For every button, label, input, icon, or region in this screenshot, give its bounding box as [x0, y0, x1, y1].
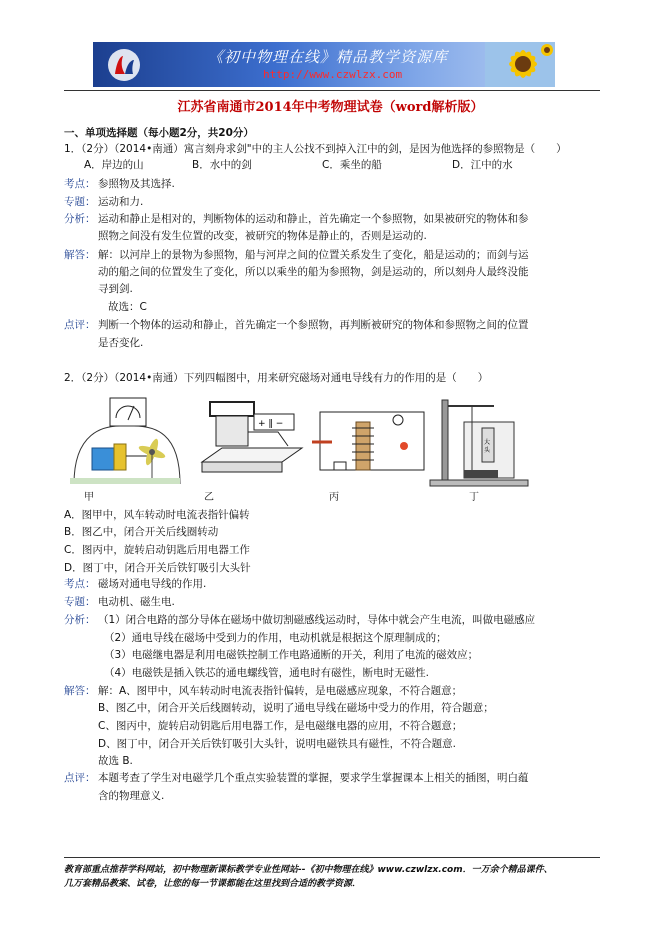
q2-fenxi-line: （1）闭合电路的部分导体在磁场中做切割磁感线运动时，导体中就会产生电流，叫做电磁感应	[98, 614, 536, 626]
q2-option-c: C．图丙中，旋转启动钥匙后用电器工作	[64, 544, 250, 556]
q2-option-d: D．图丁中，闭合开关后铁钉吸引大头针	[64, 562, 251, 574]
q2-kaodian-label: 考点：	[64, 578, 96, 590]
q1-kaodian: 参照物及其选择.	[98, 178, 175, 190]
q2-jieda-line: B、图乙中，闭合开关后线圈转动，说明了通电导线在磁场中受力的作用，符合题意；	[98, 702, 494, 714]
q1-jieda-line: 动的船之间的位置发生了变化，所以以乘坐的船为参照物，剑是运动的，所以刻舟人最终没能	[98, 266, 529, 278]
q1-fenxi-label: 分析：	[64, 213, 96, 225]
fig-jia-galvanometer-icon	[64, 392, 184, 488]
q2-jieda-line: 解：A、图甲中，风车转动时电流表指针偏转，是电磁感应现象，不符合题意；	[98, 685, 463, 697]
q2-zhuanti-label: 专题：	[64, 596, 96, 608]
q1-option-b: B．水中的剑	[192, 159, 252, 171]
q1-fenxi-line: 照物之间没有发生位置的改变，被研究的物体是静止的，否则是运动的.	[98, 230, 427, 242]
q1-dianping-line: 是否变化.	[98, 337, 144, 349]
q2-jieda-line: C、图丙中，旋转启动钥匙后用电器工作，是电磁继电器的应用，不符合题意；	[98, 720, 463, 732]
q1-option-c: C．乘坐的船	[322, 159, 382, 171]
fig-bing-relay-icon	[312, 402, 432, 488]
q2-option-a: A．图甲中，风车转动时电流表指针偏转	[64, 509, 250, 521]
header-divider	[64, 90, 600, 91]
section-heading: 一、单项选择题（每小题2分，共20分）	[64, 127, 254, 139]
q1-option-a: A．岸边的山	[84, 159, 144, 171]
document-title: 江苏省南通市2014年中考物理试卷（word解析版）	[177, 100, 484, 115]
q1-jieda-label: 解答：	[64, 249, 96, 261]
q1-stem: 1．（2分）（2014•南通）寓言刻舟求剑"中的主人公找不到掉入江中的剑，是因为他选择的参照物是（ ）	[64, 143, 567, 155]
footer-line: 几万套精品教案、试卷，让您的每一节课都能在这里找到合适的教学资源．	[64, 879, 362, 889]
q1-kaodian-label: 考点：	[64, 178, 96, 190]
q2-fenxi-label: 分析：	[64, 614, 96, 626]
q1-dianping-line: 判断一个物体的运动和静止，首先确定一个参照物，再判断被研究的物体和参照物之间的位置	[98, 319, 529, 331]
fig-yi-motor-icon	[192, 392, 312, 488]
q2-option-b: B．图乙中，闭合开关后线圈转动	[64, 526, 219, 538]
footer-divider	[64, 857, 600, 858]
q1-jieda-line: 解：以河岸上的景物为参照物，船与河岸之间的位置关系发生了变化，船是运动的；而剑与运	[98, 249, 529, 261]
q2-stem: 2．（2分）（2014•南通）下列四幅图中，用来研究磁场对通电导线有力的作用的是（ ）	[64, 372, 489, 384]
q1-fenxi-line: 运动和静止是相对的，判断物体的运动和静止，首先确定一个参照物，如果被研究的物体和参	[98, 213, 529, 225]
q1-zhuanti: 运动和力.	[98, 196, 144, 208]
banner-url[interactable]: http://www.czwlzx.com	[263, 68, 403, 81]
q2-dianping-line: 含的物理意义.	[98, 790, 165, 802]
sunflower-icon	[485, 42, 555, 87]
fig-label-ding: 丁	[469, 492, 479, 503]
banner-title: 《初中物理在线》精品教学资源库	[208, 48, 449, 66]
q2-fenxi-line: （2）通电导线在磁场中受到力的作用，电动机就是根据这个原理制成的；	[104, 632, 447, 644]
svg-text:大: 大	[484, 439, 491, 446]
svg-text:头: 头	[484, 447, 491, 454]
fig-label-yi: 乙	[204, 492, 214, 503]
fig-ding-electromagnet-icon	[424, 392, 534, 488]
footer-line: 教育部重点推荐学科网站，初中物理新课标教学专业性网站--《初中物理在线》www.czwlzx.com．一万余个精品课件、	[64, 865, 553, 875]
q2-dianping-line: 本题考查了学生对电磁学几个重点实验装置的掌握，要求学生掌握课本上相关的插图，明白蕴	[98, 772, 529, 784]
q2-zhuanti: 电动机、磁生电.	[98, 596, 175, 608]
fig-label-jia: 甲	[84, 492, 94, 503]
svg-text:+ ‖ −: + ‖ −	[258, 419, 284, 429]
q1-zhuanti-label: 专题：	[64, 196, 96, 208]
q2-fenxi-line: （4）电磁铁是插入铁芯的通电螺线管，通电时有磁性，断电时无磁性.	[104, 667, 430, 679]
q2-jieda-label: 解答：	[64, 685, 96, 697]
q1-dianping-label: 点评：	[64, 319, 96, 331]
q2-dianping-label: 点评：	[64, 772, 96, 784]
q1-answer: 故选：C	[108, 301, 147, 313]
header-banner	[93, 42, 555, 87]
q2-kaodian: 磁场对通电导线的作用.	[98, 578, 207, 590]
q2-fenxi-line: （3）电磁继电器是利用电磁铁控制工作电路通断的开关，利用了电流的磁效应；	[104, 649, 479, 661]
q2-figures	[64, 392, 534, 504]
site-logo-icon	[107, 48, 141, 82]
q2-answer: 故选 B.	[98, 755, 133, 767]
q1-jieda-line: 寻到剑.	[98, 283, 133, 295]
q1-option-d: D．江中的水	[452, 159, 513, 171]
fig-label-bing: 丙	[329, 492, 339, 503]
q2-jieda-line: D、图丁中，闭合开关后铁钉吸引大头针，说明电磁铁具有磁性，不符合题意.	[98, 738, 456, 750]
